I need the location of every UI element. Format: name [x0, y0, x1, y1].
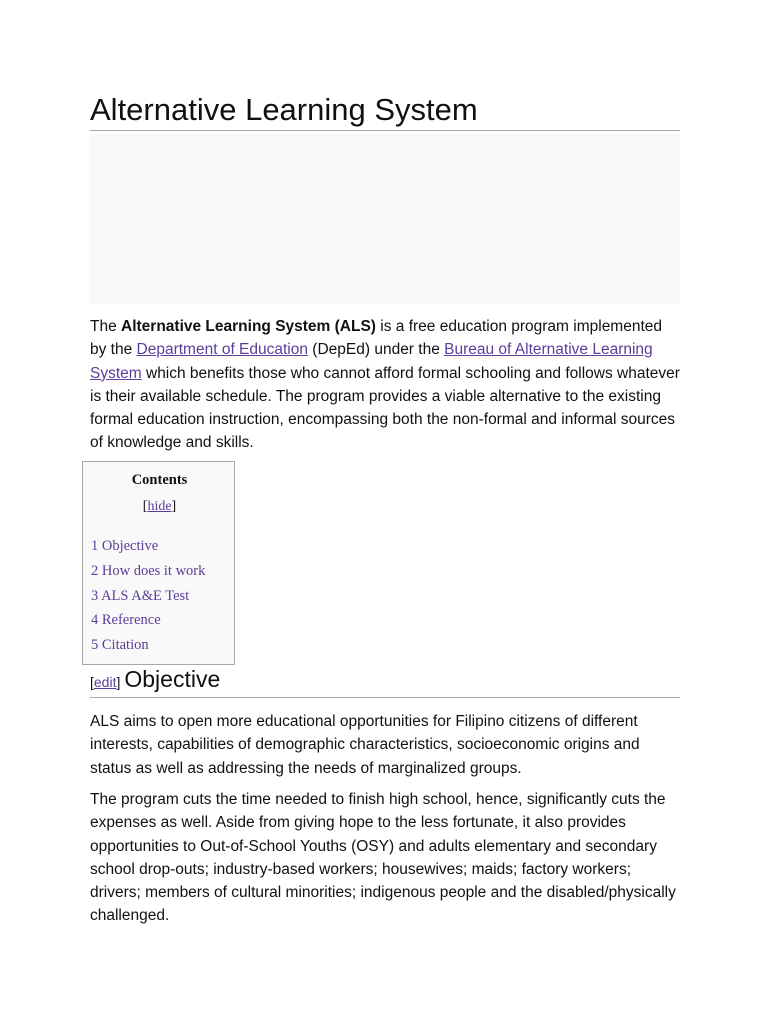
toc-item-objective[interactable]: 1 Objective	[91, 538, 159, 554]
edit-link-wrapper: [edit]	[90, 674, 121, 690]
toc-list	[91, 538, 205, 662]
intro-paragraph	[90, 315, 680, 455]
intro-text-2: (DepEd) under the	[308, 341, 445, 359]
title-divider	[90, 130, 680, 131]
image-placeholder	[90, 134, 680, 304]
page-title: Alternative Learning System	[90, 92, 478, 127]
table-of-contents	[82, 461, 235, 665]
section-title: Objective	[124, 666, 221, 692]
toc-item-how-does-it-work[interactable]: 2 How does it work	[91, 562, 206, 579]
toc-item-reference[interactable]: 4 Reference	[91, 612, 161, 629]
intro-lead: The	[90, 318, 122, 335]
section-heading-objective	[90, 666, 680, 694]
toc-hide-toggle: [hide]	[142, 499, 177, 514]
edit-link[interactable]: edit	[93, 674, 117, 690]
objective-paragraph-1: ALS aims to open more educational opportunities for Filipino citizens of different interests, capabilities of demographic characteristics, socioeconomic origins and status as well as addressing the needs of marginalized groups.	[90, 713, 640, 777]
intro-text-1: is a free education program implemented by the	[90, 318, 663, 359]
intro-bold-term: Alternative Learning System (ALS)	[121, 318, 376, 335]
toc-item-citation[interactable]: 5 Citation	[91, 637, 149, 654]
objective-paragraph-2: The program cuts the time needed to finish high school, hence, significantly cuts the expenses as well. Aside from giving hope to the less fortunate, it also provides opportunities to Out-of-School Youths (OSY) and adults elementary and secondary school drop-outs; industry-based workers; housewives; maids; factory workers; drivers; members of cultural minorities; indigenous people and the disabled/physically challenged.	[90, 791, 676, 925]
toc-item-als-ae-test[interactable]: 3 ALS A&E Test	[91, 587, 190, 604]
toc-title: Contents	[131, 472, 188, 488]
section-divider	[90, 697, 680, 698]
intro-text-3: which benefits those who cannot afford formal schooling and follows whatever is their available schedule. The program provides a viable alternative to the existing formal education instruction, encompassing both the non-formal and informal sources of knowledge and skills.	[90, 364, 680, 452]
bureau-link[interactable]: Bureau of Alternative Learning System	[90, 341, 653, 382]
toc-hide-link[interactable]: hide	[147, 499, 172, 514]
deped-link[interactable]: Department of Education	[136, 341, 308, 359]
